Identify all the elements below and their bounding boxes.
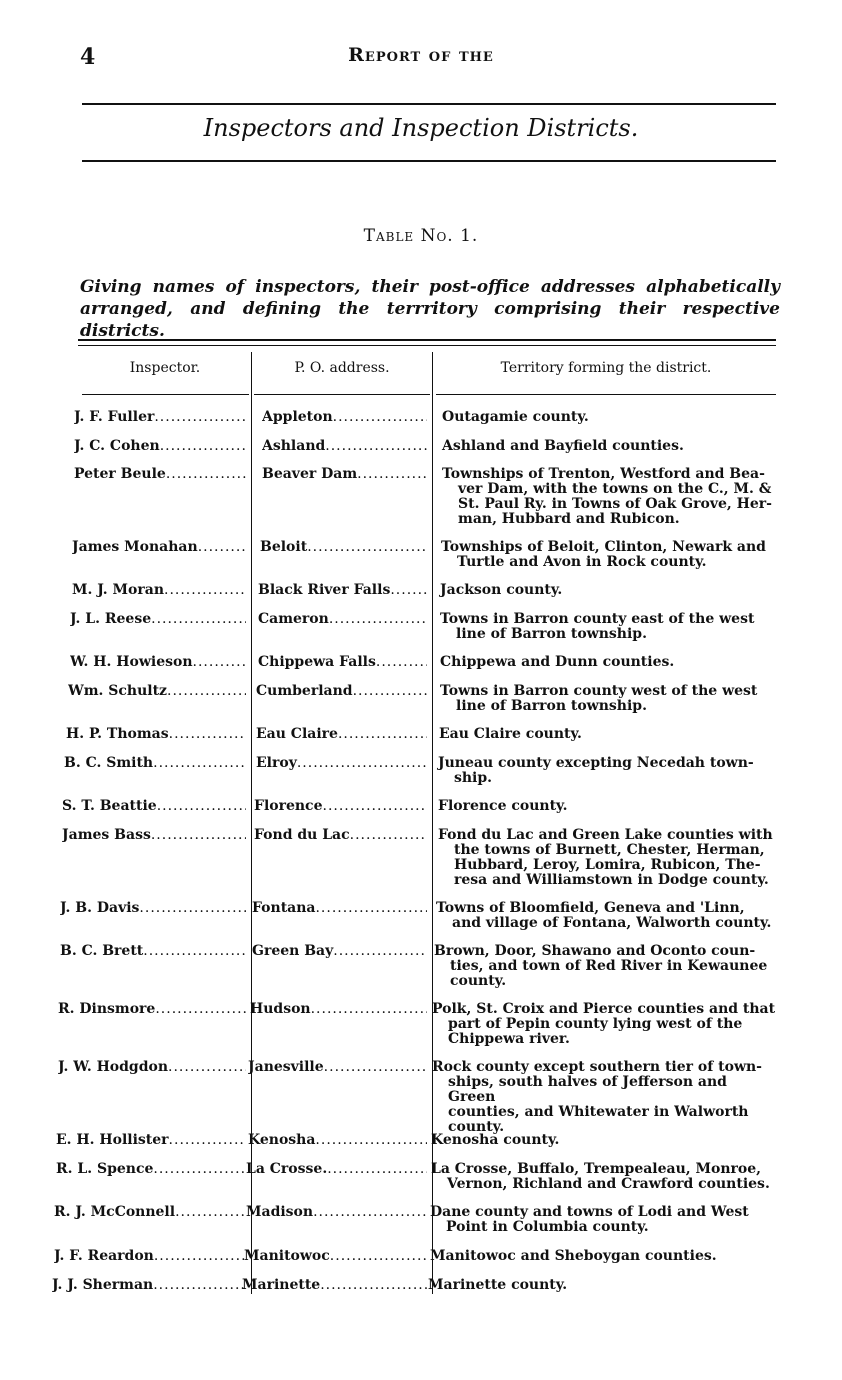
section-rule: [82, 160, 776, 162]
po-address: [260, 540, 427, 555]
inspector-name-text: R. Dinsmore: [58, 1002, 156, 1017]
territory-line: and village of Fontana, Walworth county.: [452, 915, 772, 931]
inspector-name-text: J. F. Fuller: [74, 410, 155, 425]
dot-leader: [151, 612, 246, 627]
territory-line: line of Barron township.: [456, 626, 647, 642]
inspector-name-text: E. H. Hollister: [56, 1133, 169, 1148]
po-address: [258, 612, 427, 627]
territory-line: Manitowoc and Sheboygan counties.: [430, 1248, 717, 1264]
inspector-name-text: Wm. Schultz: [68, 684, 168, 699]
po-address: [256, 727, 427, 742]
territory-description: [432, 1060, 778, 1135]
territory-line: St. Paul Ry. in Towns of Oak Grove, Her-: [458, 496, 772, 512]
territory-line: Towns of Bloomfield, Geneva and 'Linn,: [436, 900, 745, 916]
territory-description: [441, 540, 778, 570]
dot-leader: [333, 944, 427, 959]
territory-line: Fond du Lac and Green Lake counties with: [438, 827, 773, 843]
inspector-name: [52, 1278, 246, 1293]
dot-leader: [329, 612, 427, 627]
po-address: [248, 1133, 427, 1148]
column-header-territory: Territory forming the district.: [500, 360, 712, 376]
territory-description: [431, 1133, 778, 1148]
dot-leader: [315, 901, 427, 916]
section-title: Inspectors and Inspection Districts.: [203, 114, 639, 142]
inspector-name: [66, 727, 246, 742]
po-address-text: Manitowoc: [244, 1249, 330, 1264]
po-address-text: Ashland: [262, 439, 326, 454]
inspector-name: [72, 583, 246, 598]
table-intro: Giving names of inspectors, their post-office addresses alphabetically arranged, and defining the terrritory comprising their respective districts.: [80, 277, 780, 341]
inspector-name: [68, 684, 246, 699]
territory-line: Juneau county excepting Necedah town-: [438, 755, 754, 771]
inspector-name: [62, 799, 246, 814]
po-address-text: Eau Claire: [256, 727, 338, 742]
dot-leader: [155, 1002, 246, 1017]
territory-line: counties, and Whitewater in Walworth: [448, 1104, 749, 1120]
territory-description: [439, 727, 778, 742]
po-address-text: Beaver Dam: [262, 467, 358, 482]
territory-line: Ashland and Bayfield counties.: [442, 438, 684, 454]
territory-line: Polk, St. Croix and Pierce counties and that: [432, 1001, 776, 1017]
dot-leader: [153, 1162, 246, 1177]
inspector-name-text: Peter Beule: [74, 467, 166, 482]
po-address-text: Kenosha: [248, 1133, 316, 1148]
po-address: [254, 828, 427, 843]
territory-description: [430, 1249, 778, 1264]
territory-line: ship.: [454, 770, 493, 786]
dot-leader: [168, 1060, 246, 1075]
dot-leader: [350, 828, 427, 843]
po-address: [252, 901, 427, 916]
po-address-text: Florence: [254, 799, 323, 814]
territory-description: [438, 756, 778, 786]
dot-leader: [327, 1162, 427, 1177]
dot-leader: [175, 1205, 246, 1220]
territory-description: [440, 612, 778, 642]
dot-leader: [166, 467, 246, 482]
territory-description: [438, 828, 778, 888]
dot-leader: [357, 467, 427, 482]
inspector-name: [56, 1162, 246, 1177]
po-address-text: Green Bay: [252, 944, 334, 959]
inspector-name: [54, 1249, 246, 1264]
table-title: Table No. 1.: [363, 226, 479, 246]
territory-line: Chippewa river.: [448, 1031, 570, 1047]
dot-leader: [297, 756, 427, 771]
dot-leader: [333, 410, 427, 425]
dot-leader: [151, 828, 246, 843]
inspector-name-text: H. P. Thomas: [66, 727, 169, 742]
inspector-name: [58, 1002, 246, 1017]
po-address-text: Marinette: [242, 1278, 321, 1293]
column-header-po-address: P. O. address.: [294, 360, 390, 376]
territory-line: Vernon, Richland and Crawford counties.: [447, 1176, 770, 1192]
inspector-name-text: J. W. Hodgdon: [58, 1060, 169, 1075]
po-address: [246, 1205, 427, 1220]
po-address: [252, 944, 427, 959]
column-header-inspector: Inspector.: [129, 360, 201, 376]
territory-line: Point in Columbia county.: [446, 1219, 649, 1235]
inspector-name-text: B. C. Smith: [64, 756, 154, 771]
dot-leader: [198, 540, 246, 555]
page-number: 4: [80, 44, 96, 70]
dot-leader: [353, 684, 427, 699]
column-divider-2: [432, 352, 433, 1294]
po-address-text: Elroy: [256, 756, 297, 771]
po-address-text: Hudson: [250, 1002, 311, 1017]
inspector-name-text: J. J. Sherman: [52, 1278, 154, 1293]
dot-leader: [139, 901, 246, 916]
territory-description: [440, 655, 778, 670]
territory-line: Florence county.: [438, 798, 568, 814]
dot-leader: [164, 583, 246, 598]
inspector-name-text: S. T. Beattie: [62, 799, 157, 814]
territory-line: the towns of Burnett, Chester, Herman,: [454, 842, 765, 858]
dot-leader: [143, 944, 246, 959]
territory-line: La Crosse, Buffalo, Trempealeau, Monroe,: [431, 1161, 762, 1177]
inspector-name: [74, 439, 246, 454]
territory-line: ver Dam, with the towns on the C., M. &: [458, 481, 772, 497]
header-rule-3: [436, 394, 776, 395]
po-address-text: Janesville: [248, 1060, 324, 1075]
inspector-name: [64, 756, 246, 771]
po-address: [244, 1249, 427, 1264]
inspector-name: [54, 1205, 246, 1220]
dot-leader: [154, 410, 246, 425]
territory-line: Townships of Trenton, Westford and Bea-: [442, 466, 765, 482]
inspector-name-text: James Bass: [62, 828, 151, 843]
po-address: [256, 756, 427, 771]
dot-leader: [169, 1133, 246, 1148]
po-address-text: Black River Falls: [258, 583, 391, 598]
inspector-name-text: B. C. Brett: [60, 944, 144, 959]
territory-description: [440, 684, 778, 714]
po-address: [262, 410, 427, 425]
inspector-name-text: R. L. Spence: [56, 1162, 154, 1177]
territory-description: [442, 467, 778, 527]
po-address: [262, 439, 427, 454]
territory-line: line of Barron township.: [456, 698, 647, 714]
territory-description: [430, 1205, 778, 1235]
territory-line: Turtle and Avon in Rock county.: [457, 554, 707, 570]
dot-leader: [320, 1278, 427, 1293]
dot-leader: [169, 727, 246, 742]
inspector-name-text: James Monahan: [72, 540, 198, 555]
header-rule-2: [254, 394, 430, 395]
po-address: [256, 684, 427, 699]
territory-description: [431, 1162, 778, 1192]
table-top-double-rule: [78, 339, 776, 346]
dot-leader: [193, 655, 246, 670]
territory-line: Marinette county.: [428, 1277, 568, 1293]
inspector-name: [74, 410, 246, 425]
dot-leader: [315, 1133, 427, 1148]
territory-description: [440, 583, 778, 598]
inspector-name: [60, 944, 246, 959]
po-address-text: Beloit: [260, 540, 308, 555]
column-divider-1: [251, 352, 252, 1294]
territory-line: Townships of Beloit, Clinton, Newark and: [441, 539, 766, 555]
inspector-name: [60, 901, 246, 916]
inspector-name: [70, 655, 246, 670]
inspector-name: [70, 612, 246, 627]
dot-leader: [157, 799, 246, 814]
territory-description: [436, 901, 778, 931]
top-rule: [82, 103, 776, 105]
po-address-text: Chippewa Falls: [258, 655, 376, 670]
inspector-name: [74, 467, 246, 482]
territory-line: Kenosha county.: [431, 1132, 560, 1148]
inspector-name-text: J. B. Davis: [60, 901, 140, 916]
territory-line: ties, and town of Red River in Kewaunee: [450, 958, 768, 974]
territory-line: part of Pepin county lying west of the: [448, 1016, 743, 1032]
po-address: [258, 655, 427, 670]
territory-description: [442, 410, 778, 425]
territory-line: county.: [450, 973, 507, 989]
po-address: [248, 1060, 427, 1075]
inspector-name: [62, 828, 246, 843]
territory-line: Hubbard, Leroy, Lomira, Rubicon, The-: [454, 857, 761, 873]
po-address: [242, 1278, 427, 1293]
territory-line: Chippewa and Dunn counties.: [440, 654, 675, 670]
territory-line: ships, south halves of Jefferson and Green: [448, 1074, 727, 1105]
dot-leader: [376, 655, 427, 670]
po-address: [258, 583, 427, 598]
territory-line: county.: [448, 1119, 505, 1135]
dot-leader: [390, 583, 427, 598]
running-title: Report of the: [348, 44, 494, 66]
inspector-name: [56, 1133, 246, 1148]
inspector-name-text: R. J. McConnell: [54, 1205, 176, 1220]
inspector-name: [72, 540, 246, 555]
header-rule-1: [82, 394, 249, 395]
po-address-text: Cameron: [258, 612, 329, 627]
territory-description: [434, 944, 778, 989]
dot-leader: [338, 727, 427, 742]
inspector-name-text: J. C. Cohen: [74, 439, 160, 454]
po-address: [250, 1002, 427, 1017]
territory-line: Outagamie county.: [442, 409, 589, 425]
dot-leader: [307, 540, 427, 555]
dot-leader: [330, 1249, 427, 1264]
po-address-text: Fond du Lac: [254, 828, 350, 843]
dot-leader: [313, 1205, 427, 1220]
inspector-name-text: W. H. Howieson: [70, 655, 193, 670]
territory-line: Brown, Door, Shawano and Oconto coun-: [434, 943, 756, 959]
po-address-text: Madison: [246, 1205, 314, 1220]
territory-line: Eau Claire county.: [439, 726, 582, 742]
inspector-name-text: J. L. Reese: [70, 612, 152, 627]
dot-leader: [311, 1002, 427, 1017]
po-address: [254, 799, 427, 814]
po-address-text: Fontana: [252, 901, 316, 916]
dot-leader: [154, 1249, 246, 1264]
territory-line: Rock county except southern tier of town-: [432, 1059, 762, 1075]
territory-line: man, Hubbard and Rubicon.: [458, 511, 680, 527]
territory-description: [438, 799, 778, 814]
dot-leader: [167, 684, 246, 699]
inspector-name-text: M. J. Moran: [72, 583, 164, 598]
territory-line: Towns in Barron county west of the west: [440, 683, 758, 699]
dot-leader: [153, 756, 246, 771]
inspector-name-text: J. F. Reardon: [54, 1249, 154, 1264]
territory-line: Towns in Barron county east of the west: [440, 611, 755, 627]
dot-leader: [324, 1060, 427, 1075]
po-address-text: La Crosse.: [246, 1162, 328, 1177]
dot-leader: [160, 439, 246, 454]
territory-description: [428, 1278, 778, 1293]
dot-leader: [325, 439, 427, 454]
territory-line: resa and Williamstown in Dodge county.: [454, 872, 769, 888]
territory-description: [442, 439, 778, 454]
po-address: [262, 467, 427, 482]
territory-line: Jackson county.: [440, 582, 563, 598]
territory-description: [432, 1002, 778, 1047]
dot-leader: [323, 799, 428, 814]
po-address-text: Cumberland: [256, 684, 353, 699]
territory-line: Dane county and towns of Lodi and West: [430, 1204, 749, 1220]
po-address-text: Appleton: [262, 410, 333, 425]
inspector-name: [58, 1060, 246, 1075]
dot-leader: [153, 1278, 246, 1293]
po-address: [246, 1162, 427, 1177]
